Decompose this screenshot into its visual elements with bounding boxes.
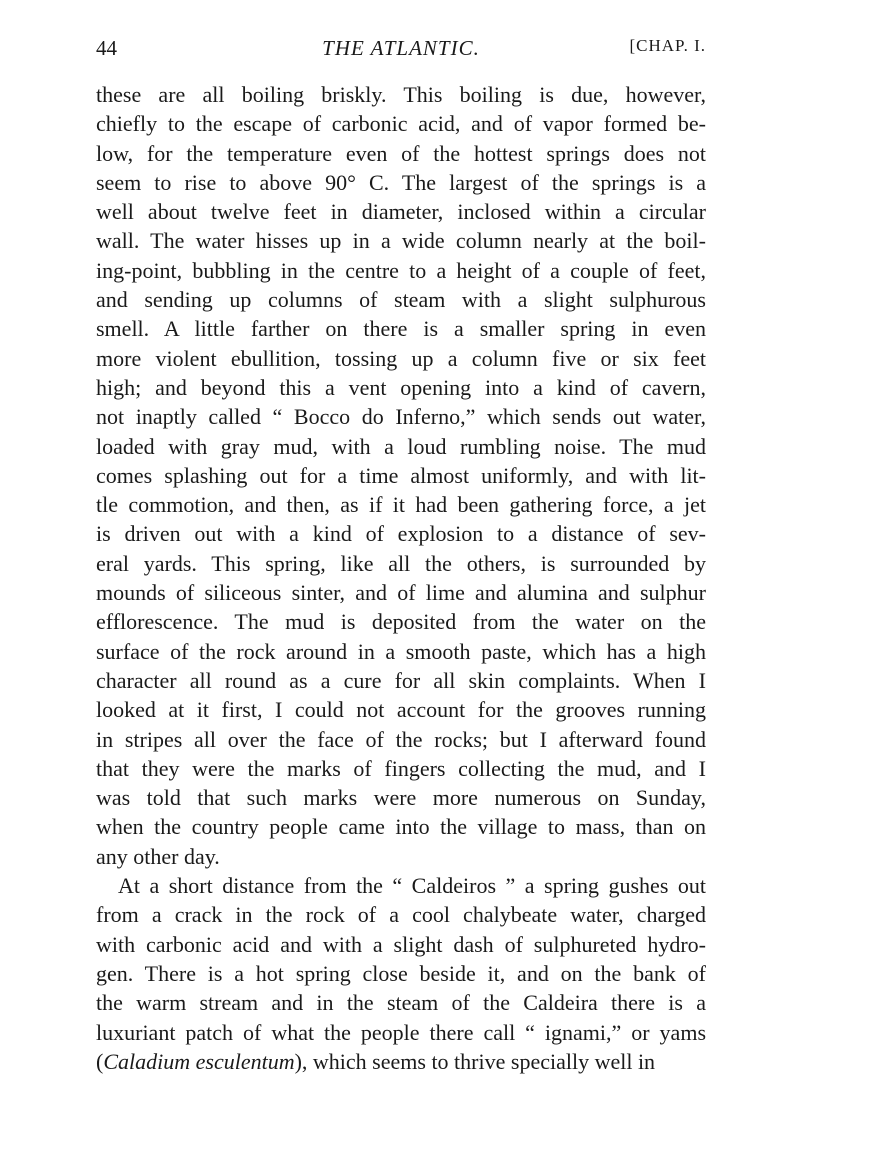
chapter-reference: [CHAP. I. [629, 36, 706, 55]
text-line: these are all boiling briskly. This boiling is due, however, [96, 82, 706, 107]
body-text [96, 80, 706, 1076]
text-line: looked at it first, I could not account for the grooves running [96, 697, 706, 723]
text-line: luxuriant patch of what the people there call “ ignami,” or yams [96, 1019, 706, 1045]
text-line: low, for the temperature even of the hottest springs does not [96, 140, 706, 166]
text-line: that they were the marks of fingers collecting the mud, and I [96, 755, 706, 781]
text-line: surface of the rock around in a smooth paste, which has a high [96, 638, 706, 664]
text-line: ing-point, bubbling in the centre to a height of a couple of feet, [96, 257, 706, 283]
text-line: wall. The water hisses up in a wide column nearly at the boil- [96, 228, 706, 254]
species-name: Caladium esculentum [103, 1048, 295, 1074]
text-line: gen. There is a hot spring close beside it, and on the bank of [96, 960, 706, 986]
open-paren: ( [96, 1048, 104, 1074]
text-line: was told that such marks were more numerous on Sunday, [96, 785, 706, 811]
final-text-line [96, 1047, 706, 1076]
text-line: when the country people came into the village to mass, than on [96, 814, 706, 840]
text-line: well about twelve feet in diameter, inclosed within a circular [96, 199, 706, 225]
text-line: loaded with gray mud, with a loud rumbling noise. The mud [96, 433, 706, 459]
running-title: THE ATLANTIC. [322, 36, 480, 60]
text-line: in stripes all over the face of the rocks; but I afterward found [96, 726, 706, 752]
paragraph-start-line: At a short distance from the “ Caldeiros ” a spring gushes out [118, 873, 706, 899]
page-number: 44 [96, 36, 117, 60]
text-line: tle commotion, and then, as if it had been gathering force, a jet [96, 492, 706, 518]
text-line: comes splashing out for a time almost uniformly, and with lit- [96, 462, 706, 488]
text-line: not inaptly called “ Bocco do Inferno,” which sends out water, [96, 404, 706, 430]
text-line: mounds of siliceous sinter, and of lime and alumina and sulphur [96, 580, 706, 606]
text-line: seem to rise to above 90° C. The largest of the springs is a [96, 169, 706, 195]
text-line: character all round as a cure for all skin complaints. When I [96, 667, 706, 693]
text-line: more violent ebullition, tossing up a column five or six feet [96, 345, 706, 371]
text-line: from a crack in the rock of a cool chalybeate water, charged [96, 902, 706, 928]
text-line: smell. A little farther on there is a smaller spring in even [96, 316, 706, 342]
text-line: high; and beyond this a vent opening into a kind of cavern, [96, 374, 706, 400]
text-line: and sending up columns of steam with a slight sulphurous [96, 287, 706, 313]
text-line: with carbonic acid and with a slight dash of sulphureted hydro- [96, 931, 706, 957]
paragraph-end-line: any other day. [96, 843, 220, 869]
final-line-rest: ), which seems to thrive specially well in [294, 1048, 656, 1074]
text-line: chiefly to the escape of carbonic acid, and of vapor formed be- [96, 111, 706, 137]
text-line: eral yards. This spring, like all the others, is surrounded by [96, 550, 706, 576]
text-line: is driven out with a kind of explosion to a distance of sev- [96, 521, 706, 547]
text-line: the warm stream and in the steam of the Caldeira there is a [96, 990, 706, 1016]
text-line: efflorescence. The mud is deposited from the water on the [96, 609, 706, 635]
running-head [96, 36, 706, 66]
